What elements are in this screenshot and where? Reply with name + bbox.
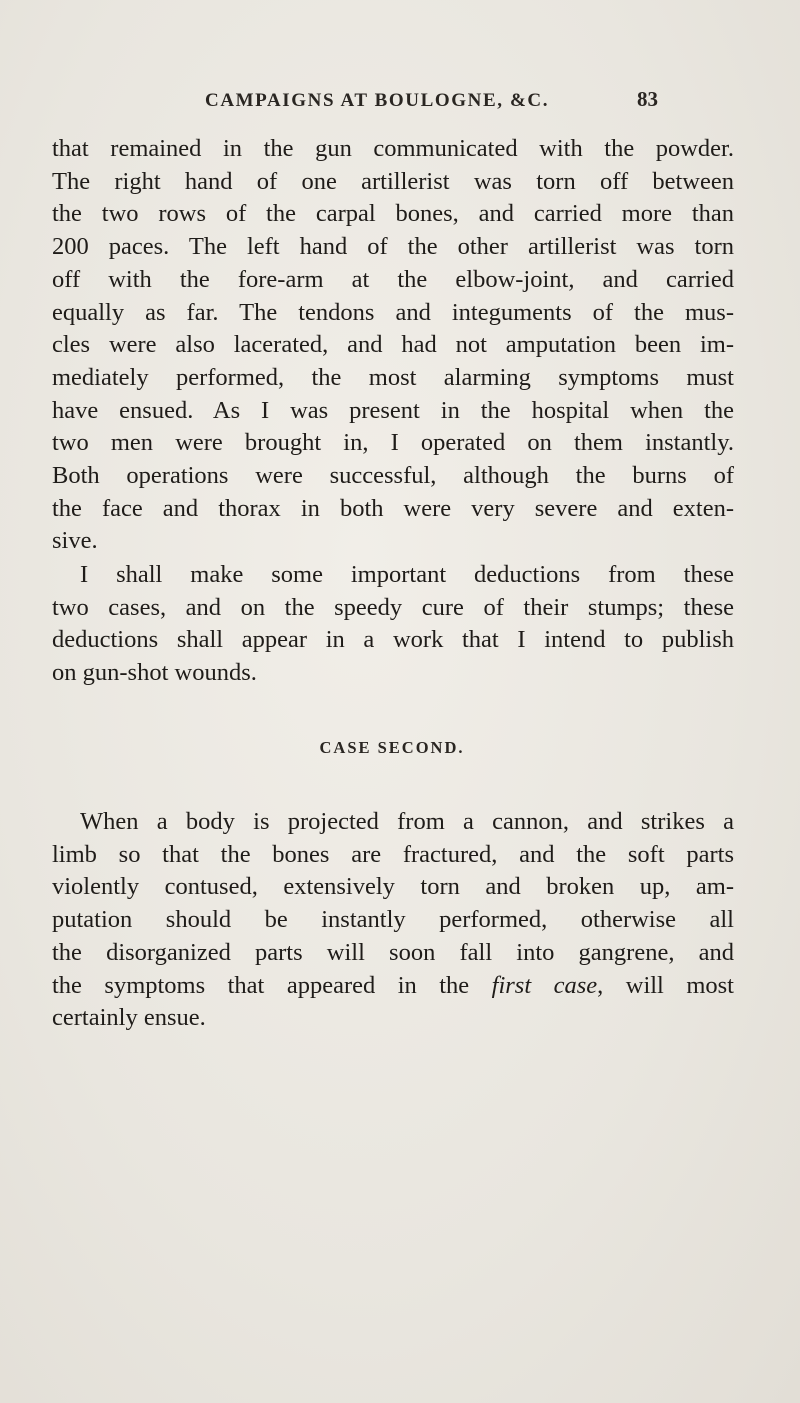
text-line: The right hand of one artillerist was torn off between	[52, 167, 734, 195]
paragraph-2	[52, 559, 734, 690]
line-text-after: , will most	[597, 971, 734, 999]
section-heading-text: CASE SECOND.	[319, 738, 465, 757]
text-line: I shall make some important deductions from these	[80, 561, 734, 588]
text-line: putation should be instantly performed, otherwise all	[52, 906, 734, 934]
text-line: the two rows of the carpal bones, and carried more than	[52, 200, 734, 228]
text-line: cles were also lacerated, and had not amputation been im-	[52, 331, 734, 359]
text-line: sive.	[52, 527, 98, 555]
text-line: equally as far. The tendons and integuments of the mus-	[52, 298, 734, 326]
paragraph-3	[52, 806, 734, 1035]
text-line: have ensued. As I was present in the hospital when the	[52, 396, 734, 424]
text-line: that remained in the gun communicated with the powder.	[52, 135, 734, 162]
text-line: certainly ensue.	[52, 1004, 206, 1032]
text-line: Both operations were successful, although the burns of	[52, 462, 734, 490]
text-line: 200 paces. The left hand of the other artillerist was torn	[52, 233, 734, 261]
paragraph-1	[52, 133, 734, 558]
text-line: When a body is projected from a cannon, and strikes a	[80, 808, 734, 835]
text-line: mediately performed, the most alarming symptoms must	[52, 363, 734, 391]
section-heading	[0, 738, 800, 758]
text-line-mixed	[52, 970, 734, 1003]
text-line: the disorganized parts will soon fall into gangrene, and	[52, 938, 734, 966]
page-number: 83	[637, 87, 658, 111]
line-text-before: the symptoms that appeared in the	[52, 971, 492, 999]
text-line: two men were brought in, I operated on them instantly.	[52, 429, 734, 457]
text-line: limb so that the bones are fractured, and the soft parts	[52, 840, 734, 868]
text-line: deductions shall appear in a work that I intend to publish	[52, 626, 734, 654]
text-line: violently contused, extensively torn and broken up, am-	[52, 873, 734, 901]
text-line: two cases, and on the speedy cure of their stumps; these	[52, 593, 734, 621]
text-line: off with the fore-arm at the elbow-joint, and carried	[52, 265, 734, 293]
text-line: on gun-shot wounds.	[52, 659, 257, 687]
running-head: CAMPAIGNS AT BOULOGNE, &C.	[205, 90, 550, 111]
text-line: the face and thorax in both were very severe and exten-	[52, 494, 734, 522]
italic-emphasis: first case	[491, 971, 598, 999]
